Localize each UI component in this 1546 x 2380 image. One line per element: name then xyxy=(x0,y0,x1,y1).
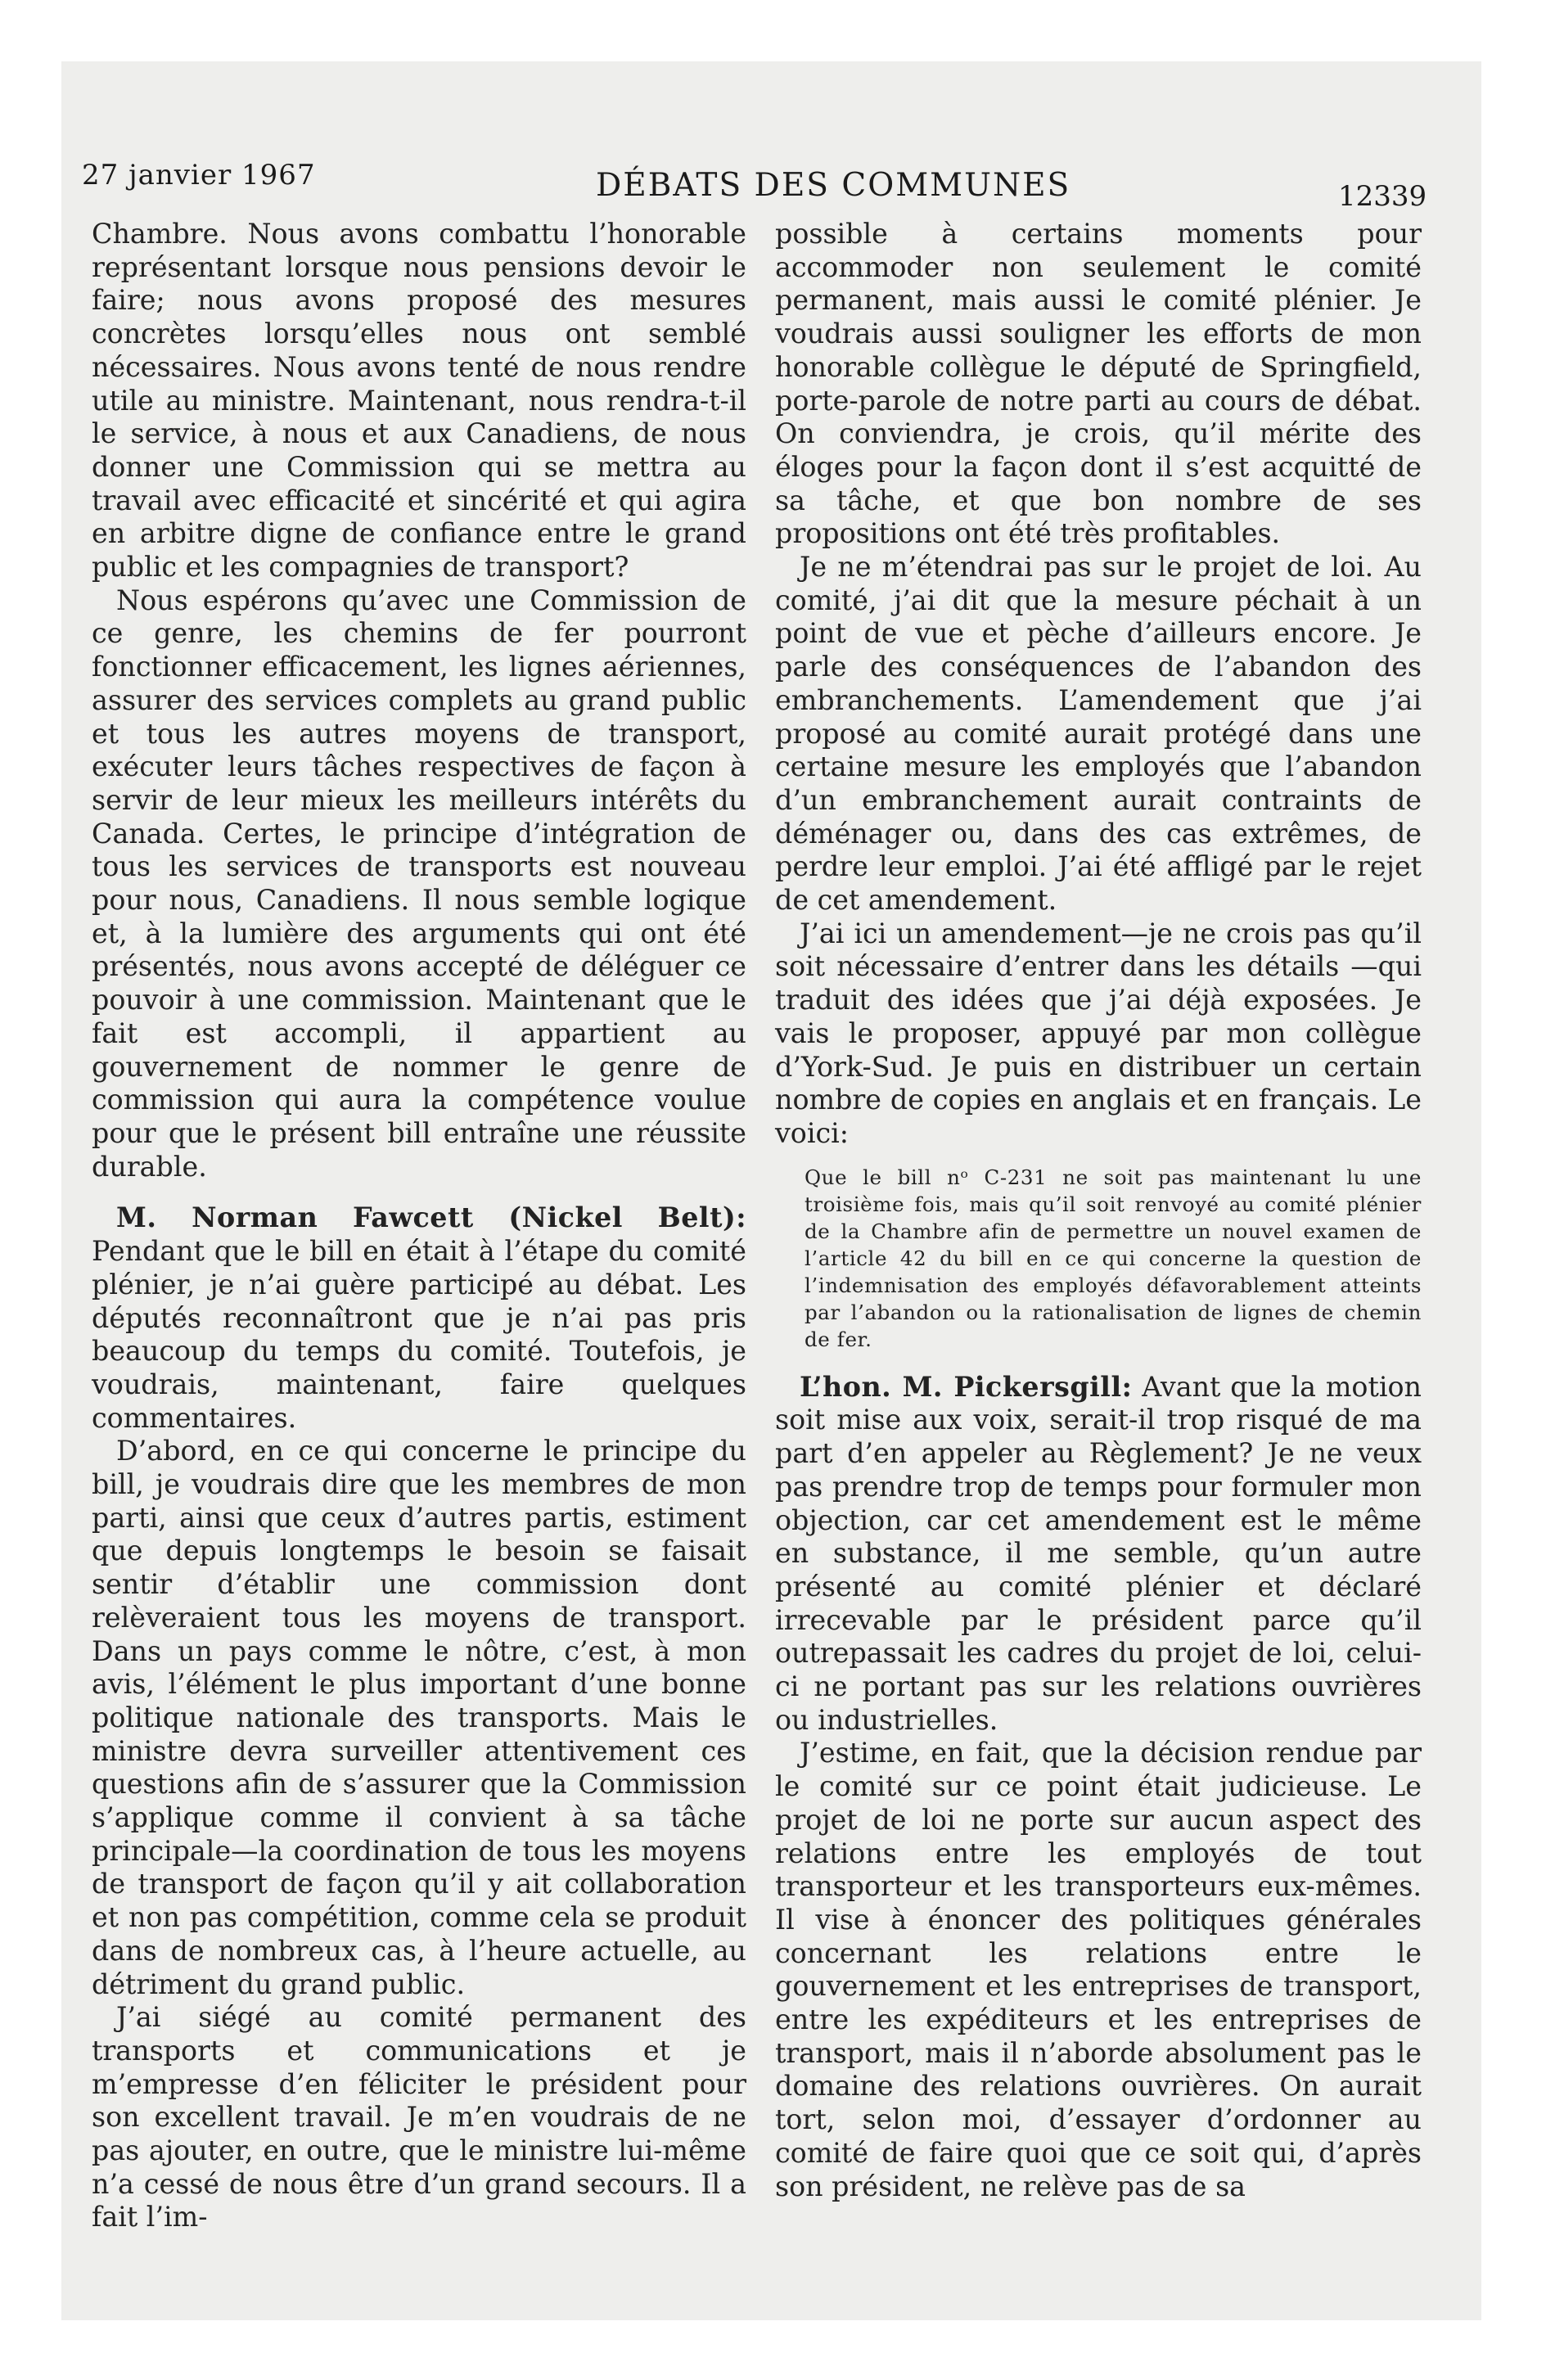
paragraph: Chambre. Nous avons combattu l’honorable représentant lorsque nous pensions devoir le faire; nous avons proposé des mesures concrètes lorsqu’elles nous ont semblé nécessaires. Nous avons tenté de nous rendre utile au ministre. Maintenant, nous rendra-t-il le service, à nous et aux Canadiens, de nous donner une Commission qui se mettra au travail avec efficacité et sincérité et qui agira en arbitre digne de confiance entre le grand public et les compagnies de transport? xyxy=(92,218,746,584)
header-title: DÉBATS DES COMMUNES xyxy=(596,167,1071,204)
paragraph: J’estime, en fait, que la décision rendue par le comité sur ce point était judicieuse. Le projet de loi ne porte sur aucun aspect des relations entre les employés de tout transporteur et les transporteurs eux-mêmes. Il vise à énoncer des politiques générales concernant les relations entre le gouvernement et les entreprises de transport, entre les expéditeurs et les entreprises de transport, mais il n’aborde absolument pas le domaine des relations ouvrières. On aurait tort, selon moi, d’essayer d’ordonner au comité de faire quoi que ce soit qui, d’après son président, ne relève pas de sa xyxy=(775,1737,1422,2202)
page-number: 12339 xyxy=(1338,180,1427,213)
paragraph: J’ai siégé au comité permanent des transports et communications et je m’empresse d’en féliciter le président pour son excellent travail. Je m’en voudrais de ne pas ajouter, en outre, que le ministre lui-même n’a cessé de nous être d’un grand secours. Il a fait l’im- xyxy=(92,2001,746,2234)
left-column xyxy=(92,218,746,2234)
speaker-name: L’hon. M. Pickersgill: xyxy=(800,1370,1133,1403)
amendment-quote: Que le bill nᵒ C-231 ne soit pas maintenant lu une troisième fois, mais qu’il soit renvoyé au comité plénier de la Chambre afin de permettre un nouvel examen de l’article 42 du bill en ce qui concerne la question de l’indemnisation des employés défavorablement atteints par l’abandon ou la rationalisation de lignes de chemin de fer. xyxy=(805,1165,1422,1351)
speech-text: Pendant que le bill en était à l’étape du comité plénier, je n’ai guère participé au débat. Les députés reconnaîtront que je n’ai pas pris beaucoup du temps du comité. Toutefois, je voudrais, maintenant, faire quelques commentaires. xyxy=(92,1235,746,1434)
speech-paragraph xyxy=(92,1201,746,1435)
speech-text: Avant que la motion soit mise aux voix, serait-il trop risqué de ma part d’en appeler au Règlement? Je ne veux pas prendre trop de temps pour formuler mon objection, car cet amendement est le même en substance, il me semble, qu’un autre présenté au comité plénier et déclaré irrecevable par le président parce qu’il outrepassait les cadres du projet de loi, celui-ci ne portant pas sur les relations ouvrières ou industrielles. xyxy=(775,1370,1422,1736)
speech-paragraph xyxy=(775,1371,1422,1738)
speaker-name: M. Norman Fawcett (Nickel Belt): xyxy=(116,1201,746,1234)
paragraph: J’ai ici un amendement—je ne crois pas qu’il soit nécessaire d’entrer dans les détails —qui traduit des idées que j’ai déjà exposées. Je vais le proposer, appuyé par mon collègue d’York-Sud. Je puis en distribuer un certain nombre de copies en anglais et en français. Le voici: xyxy=(775,917,1422,1149)
paragraph: Je ne m’étendrai pas sur le projet de loi. Au comité, j’ai dit que la mesure péchait à un point de vue et pèche d’ailleurs encore. Je parle des conséquences de l’abandon des embranchements. L’amendement que j’ai proposé au comité aurait protégé dans une certaine mesure les employés que l’abandon d’un embranchement aurait contraints de déménager ou, dans des cas extrêmes, de perdre leur emploi. J’ai été affligé par le rejet de cet amendement. xyxy=(775,551,1422,917)
page-header xyxy=(82,154,1427,213)
paragraph: D’abord, en ce qui concerne le principe du bill, je voudrais dire que les membres de mon parti, ainsi que ceux d’autres partis, estiment que depuis longtemps le besoin se faisait sentir d’établir une commission dont relèveraient tous les moyens de transport. Dans un pays comme le nôtre, c’est, à mon avis, l’élément le plus important d’une bonne politique nationale des transports. Mais le ministre devra surveiller attentivement ces questions afin de s’assurer que la Commission s’applique comme il convient à sa tâche principale—la coordination de tous les moyens de transport de façon qu’il y ait collaboration et non pas compétition, comme cela se produit dans de nombreux cas, à l’heure actuelle, au détriment du grand public. xyxy=(92,1435,746,2000)
paragraph: Nous espérons qu’avec une Commission de ce genre, les chemins de fer pourront fonctionner efficacement, les lignes aériennes, assurer des services complets au grand public et tous les autres moyens de transport, exécuter leurs tâches respectives de façon à servir de leur mieux les meilleurs intérêts du Canada. Certes, le principe d’intégration de tous les services de transports est nouveau pour nous, Canadiens. Il nous semble logique et, à la lumière des arguments qui ont été présentés, nous avons accepté de déléguer ce pouvoir à une commission. Maintenant que le fait est accompli, il appartient au gouvernement de nommer le genre de commission qui aura la compétence voulue pour que le présent bill entraîne une réussite durable. xyxy=(92,584,746,1183)
paragraph: possible à certains moments pour accommoder non seulement le comité permanent, mais aussi le comité plénier. Je voudrais aussi souligner les efforts de mon honorable collègue le député de Springfield, porte-parole de notre parti au cours de débat. On conviendra, je crois, qu’il mérite des éloges pour la façon dont il s’est acquitté de sa tâche, et que bon nombre de ses propositions ont été très profitables. xyxy=(775,218,1422,550)
right-column xyxy=(775,218,1422,2203)
header-date: 27 janvier 1967 xyxy=(82,159,316,192)
